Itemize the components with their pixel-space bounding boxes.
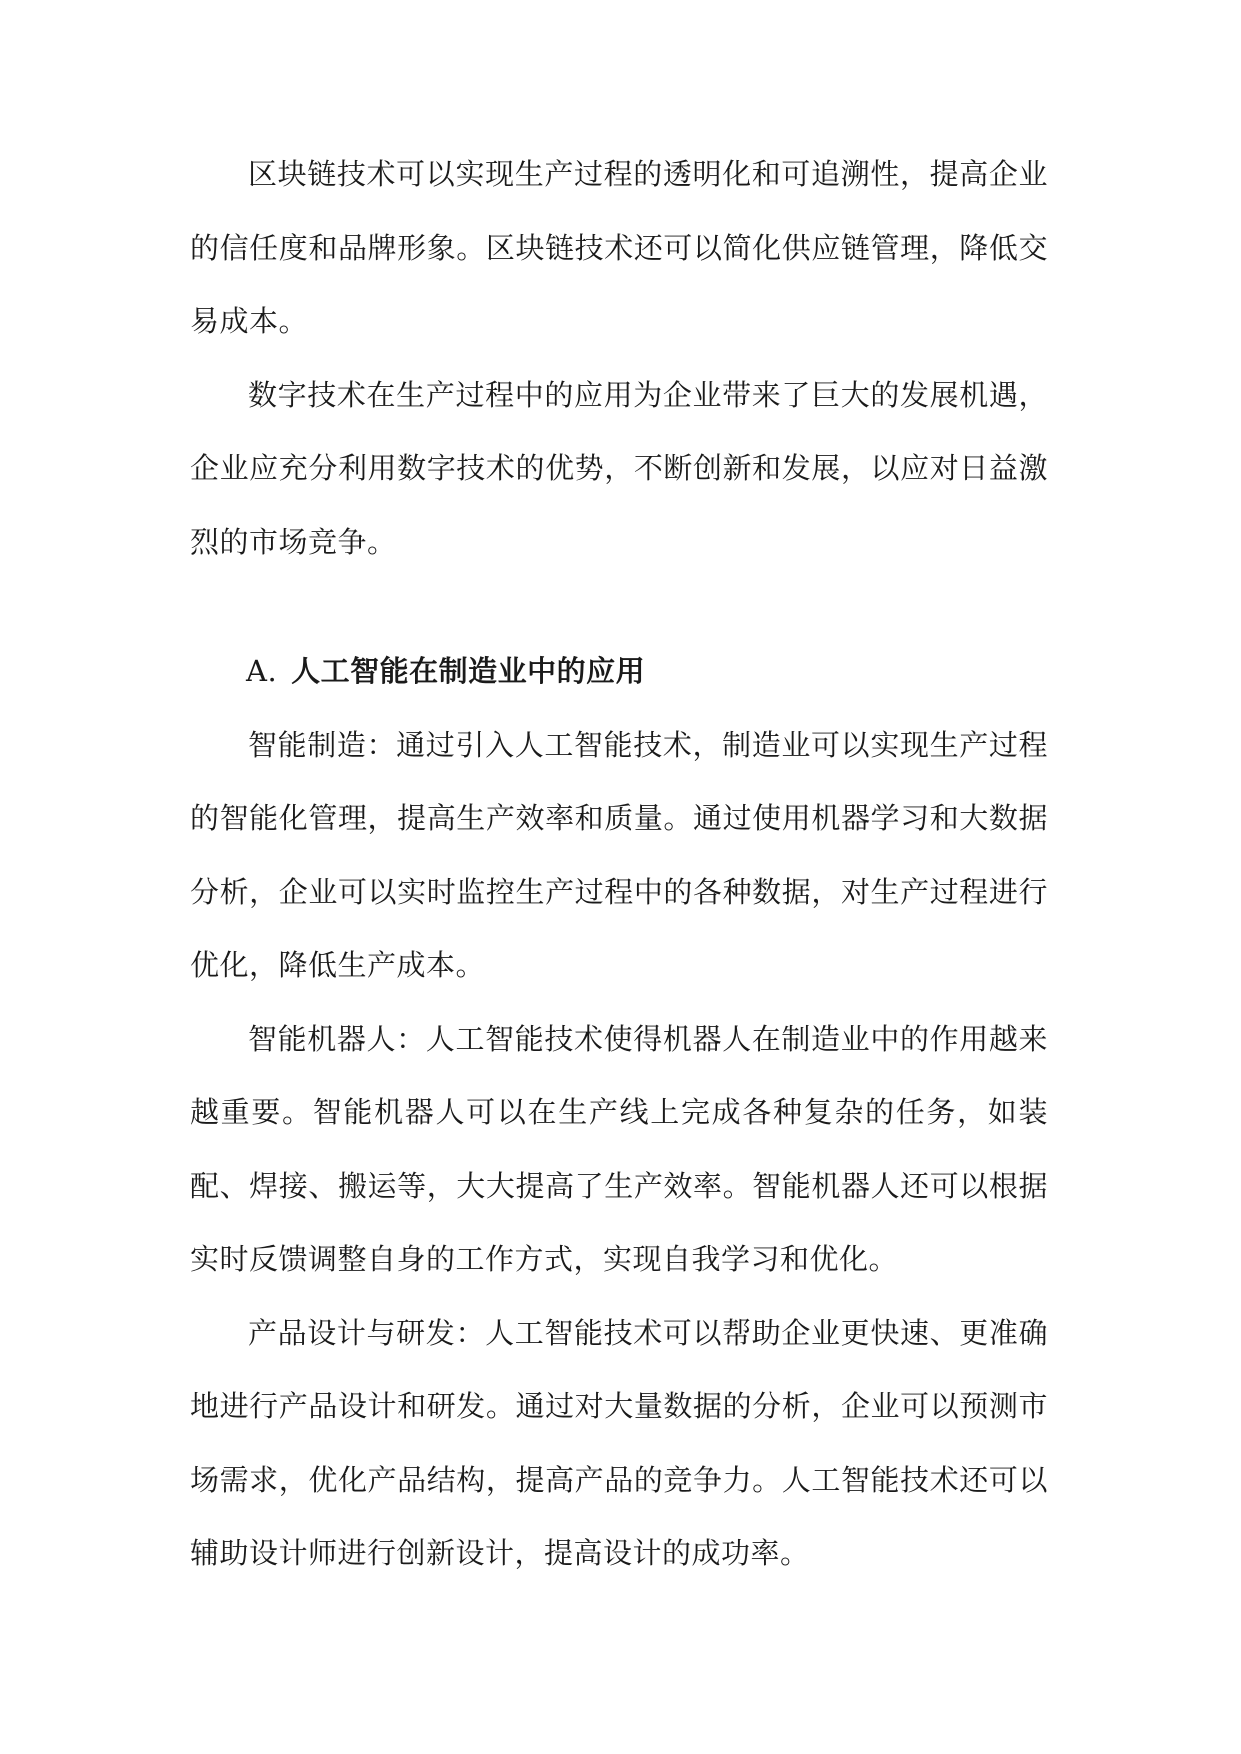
paragraph-blockchain: 区块链技术可以实现生产过程的透明化和可追溯性，提高企业的信任度和品牌形象。区块链技术还可以简化供应链管理，降低交易成本。 (190, 157, 1048, 338)
section-title: 人工智能在制造业中的应用 (291, 654, 646, 688)
paragraph-smart-robots: 智能机器人：人工智能技术使得机器人在制造业中的作用越来越重要。智能机器人可以在生产线上完成各种复杂的任务，如装配、焊接、搬运等，大大提高了生产效率。智能机器人还可以根据实时反馈调整自身的工作方式，实现自我学习和优化。 (190, 1021, 1048, 1276)
section-heading (190, 635, 1048, 709)
document-body (190, 138, 1048, 1591)
paragraph-product-design: 产品设计与研发：人工智能技术可以帮助企业更快速、更准确地进行产品设计和研发。通过对大量数据的分析，企业可以预测市场需求，优化产品结构，提高产品的竞争力。人工智能技术还可以辅助设计师进行创新设计，提高设计的成功率。 (190, 1315, 1048, 1570)
paragraph-smart-manufacturing: 智能制造：通过引入人工智能技术，制造业可以实现生产过程的智能化管理，提高生产效率和质量。通过使用机器学习和大数据分析，企业可以实时监控生产过程中的各种数据，对生产过程进行优化，降低生产成本。 (190, 727, 1048, 982)
section-number: A. (246, 654, 278, 688)
paragraph-digital-tech: 数字技术在生产过程中的应用为企业带来了巨大的发展机遇，企业应充分利用数字技术的优势，不断创新和发展，以应对日益激烈的市场竞争。 (190, 377, 1048, 559)
